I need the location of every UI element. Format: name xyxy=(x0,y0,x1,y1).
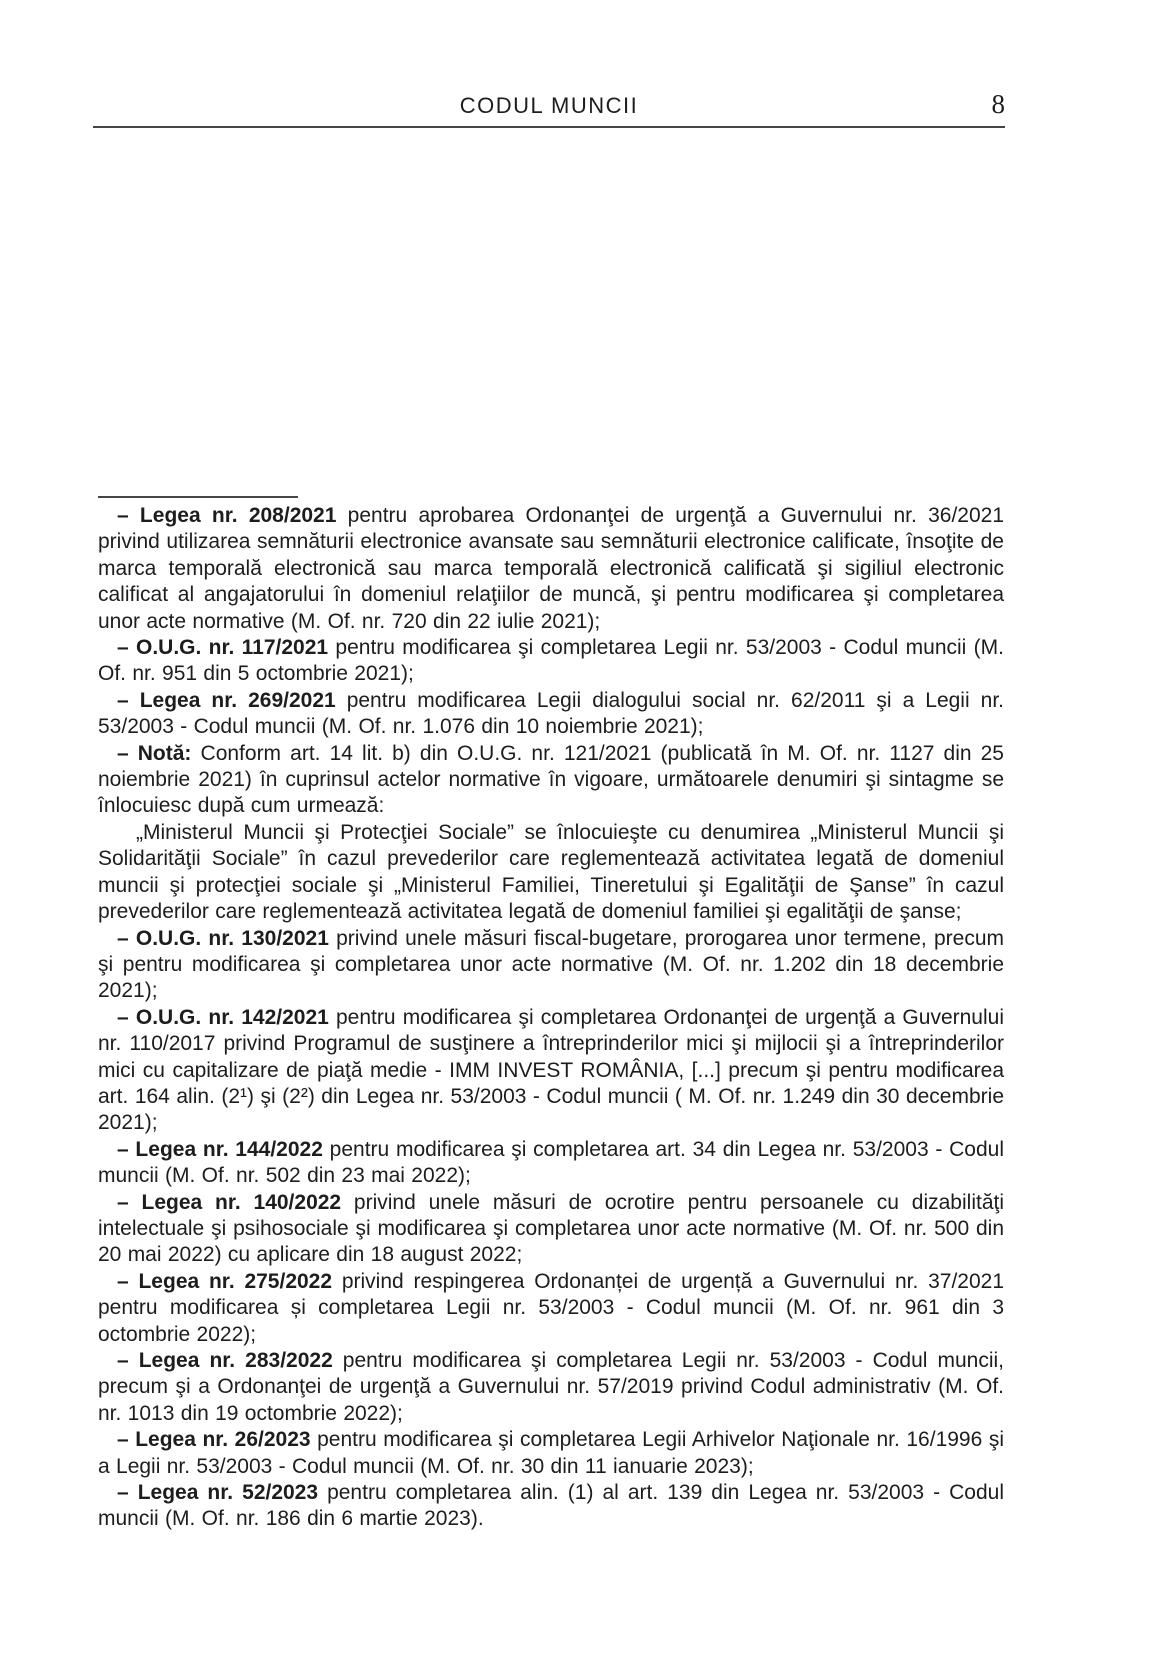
footnote-text: privind unele măsuri fiscal-bugetare, prorogarea unor termene, precum şi pentru modificarea şi completarea unor acte normative (M. Of. nr. 1.202 din 18 decembrie 2021); xyxy=(98,926,1004,1003)
footnote-paragraph xyxy=(98,635,1004,688)
footnote-lead: – Legea nr. 283/2022 xyxy=(117,1349,333,1372)
footnote-paragraph xyxy=(98,1137,1004,1190)
footnote-text: pentru completarea alin. (1) al art. 139 din Legea nr. 53/2003 - Codul muncii (M. Of. nr. 186 din 6 martie 2023). xyxy=(98,1481,1004,1531)
footnote-lead: – Notă: xyxy=(117,741,192,765)
footnote-paragraph xyxy=(98,1005,1004,1137)
footnote-lead: – Legea nr. 52/2023 xyxy=(117,1481,319,1505)
footnote-text: pentru modificarea şi completarea Legii nr. 53/2003 - Codul muncii, precum şi a Ordonanţei de urgenţă a Guvernului nr. 57/2019 privind Codul administrativ (M. Of. nr. 1013 din 19 octombrie 2022); xyxy=(98,1349,1005,1425)
footnote-text: pentru modificarea şi completarea art. 34 din Legea nr. 53/2003 - Codul muncii (M. Of. nr. 502 din 23 mai 2022); xyxy=(98,1137,1005,1188)
footnote-paragraph xyxy=(98,1348,1004,1427)
footnote-paragraph xyxy=(98,1269,1004,1348)
footnote-text: pentru modificarea şi completarea Legii nr. 53/2003 - Codul muncii (M. Of. nr. 951 din 5 octombrie 2021); xyxy=(98,636,1004,686)
footnote-paragraph xyxy=(98,688,1004,741)
footnote-lead: – Legea nr. 140/2022 xyxy=(117,1190,342,1214)
footnote-lead: – Legea nr. 208/2021 xyxy=(117,504,337,527)
page-number: 8 xyxy=(991,89,1005,119)
footnote-text: pentru aprobarea Ordonanţei de urgenţă a Guvernului nr. 36/2021 privind utilizarea semnăturii electronice avansate sau semnăturii electronice calificate, însoţite de marca temporală electronică sau marca temporală electronică calificată şi sigiliul electronic calificat al angajatorului în domeniul relaţiilor de muncă, şi pentru modificarea şi completarea unor acte normative (M. Of. nr. 720 din 22 iulie 2021); xyxy=(98,504,1005,633)
footnote-lead: – O.U.G. nr. 130/2021 xyxy=(117,926,329,950)
footnote-body xyxy=(98,503,1004,1533)
footnotes-section xyxy=(98,496,1004,1533)
footnote-lead: – Legea nr. 26/2023 xyxy=(117,1428,311,1452)
footnote-lead: – O.U.G. nr. 142/2021 xyxy=(117,1005,329,1029)
footnote-lead: – Legea nr. 144/2022 xyxy=(117,1137,323,1161)
footnote-lead: – O.U.G. nr. 117/2021 xyxy=(117,636,329,660)
footnote-text: Conform art. 14 lit. b) din O.U.G. nr. 121/2021 (publicată în M. Of. nr. 1127 din 25 noiembrie 2021) în cuprinsul actelor normative în vigoare, următoarele denumiri şi sintagme se înlocuiesc după cum urmează: xyxy=(98,741,1004,818)
footnote-text: privind respingerea Ordonanței de urgență a Guvernului nr. 37/2021 pentru modificarea și completarea Legii nr. 53/2003 - Codul muncii (M. Of. nr. 961 din 3 octombrie 2022); xyxy=(98,1269,1004,1346)
running-title: CODUL MUNCII xyxy=(459,93,639,118)
footnote-separator-rule xyxy=(98,496,298,498)
footnote-text: pentru modificarea Legii dialogului social nr. 62/2011 şi a Legii nr. 53/2003 - Codul muncii (M. Of. nr. 1.076 din 10 noiembrie 2021); xyxy=(98,688,1005,739)
footnote-text: pentru modificarea şi completarea Ordonanţei de urgenţă a Guvernului nr. 110/2017 privind Programul de susţinere a întreprinderilor mici şi mijlocii şi a întreprinderilor mici cu capitalizare de piaţă medie - IMM INVEST ROMÂNIA, [...] precum şi pentru modificarea art. 164 alin. (2¹) şi (2²) din Legea nr. 53/2003 - Codul muncii ( M. Of. nr. 1.249 din 30 decembrie 2021); xyxy=(98,1005,1004,1135)
footnote-paragraph xyxy=(98,741,1004,820)
footnote-paragraph xyxy=(98,820,1004,926)
footnote-text: privind unele măsuri de ocrotire pentru persoanele cu dizabilităţi intelectuale şi psihosociale şi modificarea şi completarea unor acte normative (M. Of. nr. 500 din 20 mai 2022) cu aplicare din 18 august 2022; xyxy=(98,1190,1005,1267)
footnote-lead: – Legea nr. 275/2022 xyxy=(117,1269,333,1293)
footnote-text: „Ministerul Muncii şi Protecţiei Sociale” se înlocuieşte cu denumirea „Ministerul Muncii şi Solidarităţii Sociale” în cazul prevederilor care reglementează activitatea legată de domeniul muncii şi protecţiei sociale şi „Ministerul Familiei, Tineretului şi Egalităţii de Şanse” în cazul prevederilor care reglementează activitatea legată de domeniul familiei şi egalităţii de şanse; xyxy=(98,820,1004,924)
footnote-paragraph xyxy=(98,926,1004,1005)
footnote-paragraph xyxy=(98,1480,1004,1533)
footnote-paragraph xyxy=(98,503,1004,635)
footnote-text: pentru modificarea şi completarea Legii Arhivelor Naţionale nr. 16/1996 şi a Legii nr. 53/2003 - Codul muncii (M. Of. nr. 30 din 11 ianuarie 2023); xyxy=(98,1428,1004,1478)
footnote-paragraph xyxy=(98,1427,1004,1480)
footnote-paragraph xyxy=(98,1190,1004,1269)
footnote-lead: – Legea nr. 269/2021 xyxy=(117,688,336,712)
header-rule xyxy=(93,126,1005,128)
page-header xyxy=(93,89,1005,134)
